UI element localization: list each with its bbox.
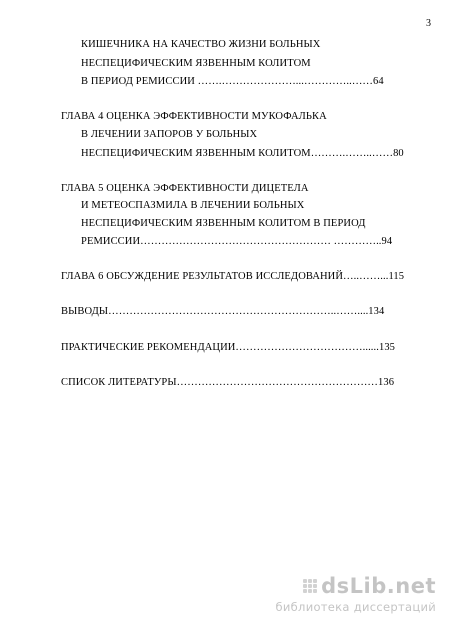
toc-recommendations: ПРАКТИЧЕСКИЕ РЕКОМЕНДАЦИИ………………………………......135: [61, 342, 396, 353]
toc-references: СПИСОК ЛИТЕРАТУРЫ…………………………………………………136: [61, 377, 395, 388]
toc-line-3: В ПЕРИОД РЕМИССИИ …….…………………...…………..……64: [81, 76, 384, 87]
watermark-logo: [275, 574, 436, 598]
page-number: 3: [426, 18, 431, 29]
watermark-brand: dsLib.net: [321, 574, 436, 598]
toc-line-1: КИШЕЧНИКА НА КАЧЕСТВО ЖИЗНИ БОЛЬНЫХ: [81, 39, 321, 50]
toc-line-2: НЕСПЕЦИФИЧЕСКИМ ЯЗВЕННЫМ КОЛИТОМ: [81, 58, 311, 69]
toc-chapter-4-title: ГЛАВА 4 ОЦЕНКА ЭФФЕКТИВНОСТИ МУКОФАЛЬКА: [61, 111, 327, 122]
toc-chapter-5-title: ГЛАВА 5 ОЦЕНКА ЭФФЕКТИВНОСТИ ДИЦЕТЕЛА: [61, 183, 309, 194]
dots-grid-icon: [303, 579, 317, 593]
toc-line-10: РЕМИССИИ……………………………………………… …………..94: [81, 236, 393, 247]
toc-line-6: НЕСПЕЦИФИЧЕСКИМ ЯЗВЕННЫМ КОЛИТОМ……….……..……80: [81, 148, 404, 159]
toc-line-9: НЕСПЕЦИФИЧЕСКИМ ЯЗВЕННЫМ КОЛИТОМ В ПЕРИОД: [81, 218, 366, 229]
toc-line-5: В ЛЕЧЕНИИ ЗАПОРОВ У БОЛЬНЫХ: [81, 129, 258, 140]
toc-chapter-6: ГЛАВА 6 ОБСУЖДЕНИЕ РЕЗУЛЬТАТОВ ИССЛЕДОВАНИЙ…..……...115: [61, 271, 405, 282]
watermark: [275, 574, 436, 614]
toc-conclusions: ВЫВОДЫ………………………………………………………..……....134: [61, 306, 385, 317]
watermark-tagline: библиотека диссертаций: [275, 600, 436, 614]
toc-line-8: И МЕТЕОСПАЗМИЛА В ЛЕЧЕНИИ БОЛЬНЫХ: [81, 200, 305, 211]
